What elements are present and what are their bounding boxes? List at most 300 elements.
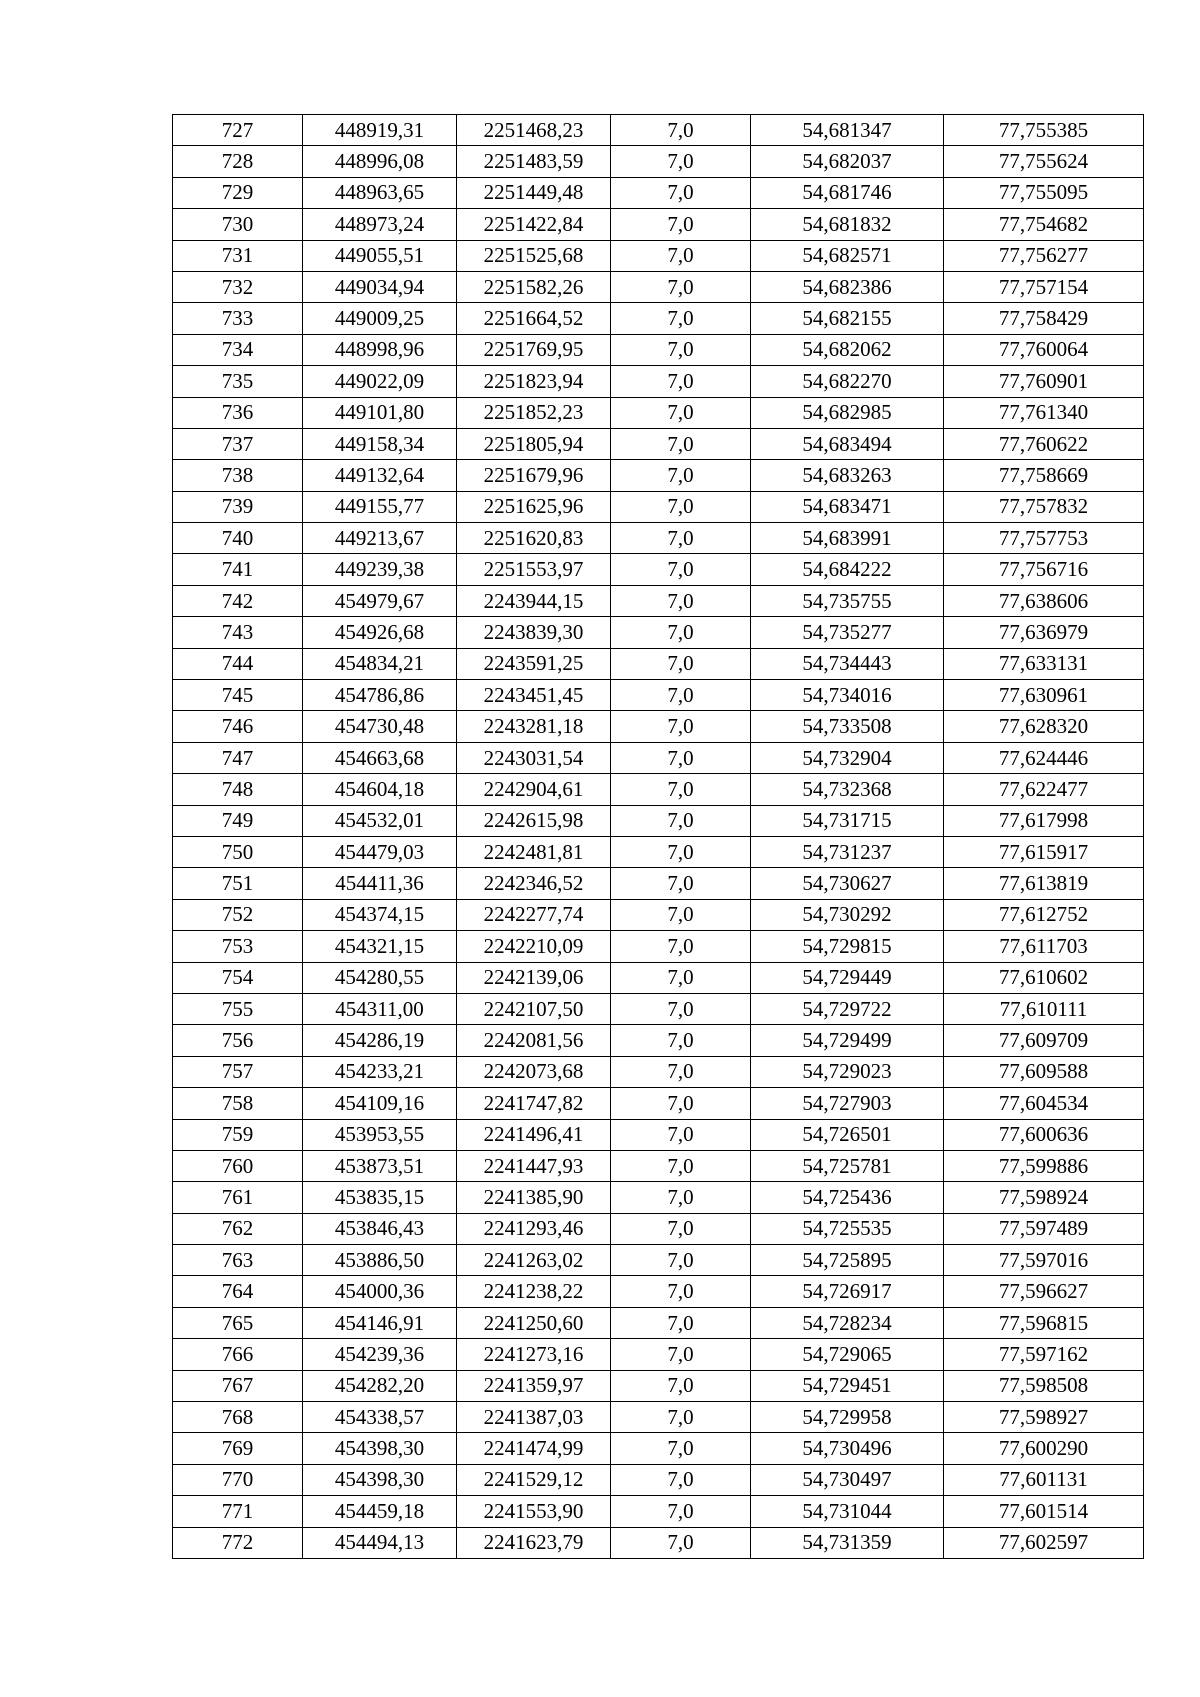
point-number-cell: 729 [173, 177, 303, 208]
point-number-cell: 757 [173, 1056, 303, 1087]
longitude-cell: 77,617998 [944, 805, 1144, 836]
table-row [173, 491, 1144, 522]
latitude-cell: 54,730627 [751, 868, 944, 899]
longitude-cell: 77,598508 [944, 1370, 1144, 1401]
point-number-cell: 734 [173, 334, 303, 365]
point-number-cell: 764 [173, 1276, 303, 1307]
y-coordinate-cell: 2241553,90 [457, 1496, 611, 1527]
x-coordinate-cell: 453846,43 [303, 1213, 457, 1244]
point-number-cell: 744 [173, 648, 303, 679]
point-number-cell: 759 [173, 1119, 303, 1150]
x-coordinate-cell: 454663,68 [303, 742, 457, 773]
latitude-cell: 54,683471 [751, 491, 944, 522]
longitude-cell: 77,758429 [944, 303, 1144, 334]
latitude-cell: 54,682062 [751, 334, 944, 365]
longitude-cell: 77,636979 [944, 617, 1144, 648]
value-cell: 7,0 [611, 1402, 751, 1433]
latitude-cell: 54,725895 [751, 1245, 944, 1276]
latitude-cell: 54,683991 [751, 523, 944, 554]
point-number-cell: 736 [173, 397, 303, 428]
x-coordinate-cell: 454479,03 [303, 836, 457, 867]
point-number-cell: 770 [173, 1464, 303, 1495]
longitude-cell: 77,756716 [944, 554, 1144, 585]
latitude-cell: 54,731715 [751, 805, 944, 836]
y-coordinate-cell: 2243944,15 [457, 585, 611, 616]
x-coordinate-cell: 454321,15 [303, 931, 457, 962]
longitude-cell: 77,601131 [944, 1464, 1144, 1495]
latitude-cell: 54,728234 [751, 1307, 944, 1338]
y-coordinate-cell: 2251449,48 [457, 177, 611, 208]
longitude-cell: 77,622477 [944, 774, 1144, 805]
x-coordinate-cell: 454459,18 [303, 1496, 457, 1527]
longitude-cell: 77,755385 [944, 115, 1144, 146]
y-coordinate-cell: 2241474,99 [457, 1433, 611, 1464]
x-coordinate-cell: 449009,25 [303, 303, 457, 334]
x-coordinate-cell: 449158,34 [303, 428, 457, 459]
longitude-cell: 77,613819 [944, 868, 1144, 899]
longitude-cell: 77,601514 [944, 1496, 1144, 1527]
longitude-cell: 77,757832 [944, 491, 1144, 522]
y-coordinate-cell: 2251852,23 [457, 397, 611, 428]
value-cell: 7,0 [611, 899, 751, 930]
point-number-cell: 738 [173, 460, 303, 491]
value-cell: 7,0 [611, 460, 751, 491]
y-coordinate-cell: 2243281,18 [457, 711, 611, 742]
y-coordinate-cell: 2251664,52 [457, 303, 611, 334]
latitude-cell: 54,682985 [751, 397, 944, 428]
point-number-cell: 755 [173, 993, 303, 1024]
value-cell: 7,0 [611, 1088, 751, 1119]
y-coordinate-cell: 2251553,97 [457, 554, 611, 585]
latitude-cell: 54,729065 [751, 1339, 944, 1370]
x-coordinate-cell: 454338,57 [303, 1402, 457, 1433]
x-coordinate-cell: 454239,36 [303, 1339, 457, 1370]
latitude-cell: 54,683494 [751, 428, 944, 459]
value-cell: 7,0 [611, 931, 751, 962]
value-cell: 7,0 [611, 742, 751, 773]
y-coordinate-cell: 2242139,06 [457, 962, 611, 993]
latitude-cell: 54,731044 [751, 1496, 944, 1527]
value-cell: 7,0 [611, 1464, 751, 1495]
x-coordinate-cell: 449101,80 [303, 397, 457, 428]
x-coordinate-cell: 454000,36 [303, 1276, 457, 1307]
longitude-cell: 77,597016 [944, 1245, 1144, 1276]
latitude-cell: 54,734016 [751, 680, 944, 711]
table-row [173, 899, 1144, 930]
y-coordinate-cell: 2241263,02 [457, 1245, 611, 1276]
point-number-cell: 733 [173, 303, 303, 334]
value-cell: 7,0 [611, 334, 751, 365]
table-row [173, 146, 1144, 177]
table-row [173, 1433, 1144, 1464]
y-coordinate-cell: 2251422,84 [457, 209, 611, 240]
value-cell: 7,0 [611, 1056, 751, 1087]
point-number-cell: 743 [173, 617, 303, 648]
point-number-cell: 753 [173, 931, 303, 962]
latitude-cell: 54,727903 [751, 1088, 944, 1119]
x-coordinate-cell: 454146,91 [303, 1307, 457, 1338]
table-row [173, 428, 1144, 459]
y-coordinate-cell: 2251468,23 [457, 115, 611, 146]
longitude-cell: 77,615917 [944, 836, 1144, 867]
longitude-cell: 77,633131 [944, 648, 1144, 679]
y-coordinate-cell: 2243591,25 [457, 648, 611, 679]
table-row [173, 271, 1144, 302]
table-row [173, 1276, 1144, 1307]
value-cell: 7,0 [611, 177, 751, 208]
y-coordinate-cell: 2241238,22 [457, 1276, 611, 1307]
x-coordinate-cell: 448973,24 [303, 209, 457, 240]
point-number-cell: 766 [173, 1339, 303, 1370]
x-coordinate-cell: 449239,38 [303, 554, 457, 585]
longitude-cell: 77,760064 [944, 334, 1144, 365]
table-row [173, 523, 1144, 554]
longitude-cell: 77,610602 [944, 962, 1144, 993]
table-row [173, 1056, 1144, 1087]
y-coordinate-cell: 2242081,56 [457, 1025, 611, 1056]
latitude-cell: 54,684222 [751, 554, 944, 585]
latitude-cell: 54,681832 [751, 209, 944, 240]
point-number-cell: 732 [173, 271, 303, 302]
value-cell: 7,0 [611, 209, 751, 240]
point-number-cell: 767 [173, 1370, 303, 1401]
value-cell: 7,0 [611, 271, 751, 302]
value-cell: 7,0 [611, 680, 751, 711]
value-cell: 7,0 [611, 711, 751, 742]
latitude-cell: 54,726501 [751, 1119, 944, 1150]
latitude-cell: 54,726917 [751, 1276, 944, 1307]
x-coordinate-cell: 453873,51 [303, 1150, 457, 1181]
point-number-cell: 771 [173, 1496, 303, 1527]
point-number-cell: 737 [173, 428, 303, 459]
value-cell: 7,0 [611, 1213, 751, 1244]
value-cell: 7,0 [611, 585, 751, 616]
latitude-cell: 54,683263 [751, 460, 944, 491]
longitude-cell: 77,600636 [944, 1119, 1144, 1150]
latitude-cell: 54,729449 [751, 962, 944, 993]
y-coordinate-cell: 2241273,16 [457, 1339, 611, 1370]
x-coordinate-cell: 454233,21 [303, 1056, 457, 1087]
latitude-cell: 54,682037 [751, 146, 944, 177]
value-cell: 7,0 [611, 428, 751, 459]
longitude-cell: 77,611703 [944, 931, 1144, 962]
value-cell: 7,0 [611, 1339, 751, 1370]
table-row [173, 1119, 1144, 1150]
value-cell: 7,0 [611, 1025, 751, 1056]
table-row [173, 1245, 1144, 1276]
value-cell: 7,0 [611, 1307, 751, 1338]
point-number-cell: 739 [173, 491, 303, 522]
y-coordinate-cell: 2241293,46 [457, 1213, 611, 1244]
longitude-cell: 77,624446 [944, 742, 1144, 773]
longitude-cell: 77,757753 [944, 523, 1144, 554]
value-cell: 7,0 [611, 1276, 751, 1307]
latitude-cell: 54,733508 [751, 711, 944, 742]
point-number-cell: 730 [173, 209, 303, 240]
y-coordinate-cell: 2242481,81 [457, 836, 611, 867]
latitude-cell: 54,729722 [751, 993, 944, 1024]
latitude-cell: 54,732904 [751, 742, 944, 773]
point-number-cell: 754 [173, 962, 303, 993]
table-row [173, 993, 1144, 1024]
longitude-cell: 77,612752 [944, 899, 1144, 930]
value-cell: 7,0 [611, 1119, 751, 1150]
longitude-cell: 77,755095 [944, 177, 1144, 208]
longitude-cell: 77,757154 [944, 271, 1144, 302]
point-number-cell: 768 [173, 1402, 303, 1433]
value-cell: 7,0 [611, 774, 751, 805]
y-coordinate-cell: 2251582,26 [457, 271, 611, 302]
table-row [173, 460, 1144, 491]
latitude-cell: 54,734443 [751, 648, 944, 679]
longitude-cell: 77,760901 [944, 366, 1144, 397]
value-cell: 7,0 [611, 1370, 751, 1401]
y-coordinate-cell: 2241385,90 [457, 1182, 611, 1213]
longitude-cell: 77,609709 [944, 1025, 1144, 1056]
point-number-cell: 740 [173, 523, 303, 554]
longitude-cell: 77,610111 [944, 993, 1144, 1024]
y-coordinate-cell: 2241387,03 [457, 1402, 611, 1433]
x-coordinate-cell: 449155,77 [303, 491, 457, 522]
y-coordinate-cell: 2241359,97 [457, 1370, 611, 1401]
x-coordinate-cell: 453953,55 [303, 1119, 457, 1150]
y-coordinate-cell: 2243839,30 [457, 617, 611, 648]
y-coordinate-cell: 2241496,41 [457, 1119, 611, 1150]
table-row [173, 1527, 1144, 1558]
table-row [173, 334, 1144, 365]
y-coordinate-cell: 2243451,45 [457, 680, 611, 711]
x-coordinate-cell: 454834,21 [303, 648, 457, 679]
longitude-cell: 77,597489 [944, 1213, 1144, 1244]
value-cell: 7,0 [611, 648, 751, 679]
longitude-cell: 77,597162 [944, 1339, 1144, 1370]
table-row [173, 742, 1144, 773]
value-cell: 7,0 [611, 303, 751, 334]
x-coordinate-cell: 454398,30 [303, 1464, 457, 1495]
value-cell: 7,0 [611, 805, 751, 836]
latitude-cell: 54,735277 [751, 617, 944, 648]
x-coordinate-cell: 454979,67 [303, 585, 457, 616]
table-row [173, 1307, 1144, 1338]
y-coordinate-cell: 2242615,98 [457, 805, 611, 836]
latitude-cell: 54,730496 [751, 1433, 944, 1464]
table-row [173, 209, 1144, 240]
table-row [173, 177, 1144, 208]
latitude-cell: 54,729815 [751, 931, 944, 962]
point-number-cell: 735 [173, 366, 303, 397]
x-coordinate-cell: 448919,31 [303, 115, 457, 146]
x-coordinate-cell: 454411,36 [303, 868, 457, 899]
table-row [173, 1182, 1144, 1213]
x-coordinate-cell: 454311,00 [303, 993, 457, 1024]
latitude-cell: 54,729451 [751, 1370, 944, 1401]
value-cell: 7,0 [611, 115, 751, 146]
longitude-cell: 77,755624 [944, 146, 1144, 177]
value-cell: 7,0 [611, 617, 751, 648]
longitude-cell: 77,756277 [944, 240, 1144, 271]
x-coordinate-cell: 449132,64 [303, 460, 457, 491]
longitude-cell: 77,596815 [944, 1307, 1144, 1338]
value-cell: 7,0 [611, 836, 751, 867]
x-coordinate-cell: 454374,15 [303, 899, 457, 930]
point-number-cell: 761 [173, 1182, 303, 1213]
latitude-cell: 54,682155 [751, 303, 944, 334]
table-row [173, 115, 1144, 146]
value-cell: 7,0 [611, 554, 751, 585]
value-cell: 7,0 [611, 1496, 751, 1527]
value-cell: 7,0 [611, 1245, 751, 1276]
y-coordinate-cell: 2242107,50 [457, 993, 611, 1024]
y-coordinate-cell: 2241447,93 [457, 1150, 611, 1181]
latitude-cell: 54,731237 [751, 836, 944, 867]
table-row [173, 554, 1144, 585]
y-coordinate-cell: 2242210,09 [457, 931, 611, 962]
point-number-cell: 750 [173, 836, 303, 867]
longitude-cell: 77,628320 [944, 711, 1144, 742]
y-coordinate-cell: 2241529,12 [457, 1464, 611, 1495]
value-cell: 7,0 [611, 868, 751, 899]
table-row [173, 1088, 1144, 1119]
value-cell: 7,0 [611, 146, 751, 177]
table-row [173, 1339, 1144, 1370]
longitude-cell: 77,760622 [944, 428, 1144, 459]
y-coordinate-cell: 2251805,94 [457, 428, 611, 459]
value-cell: 7,0 [611, 993, 751, 1024]
table-row [173, 397, 1144, 428]
y-coordinate-cell: 2242073,68 [457, 1056, 611, 1087]
latitude-cell: 54,732368 [751, 774, 944, 805]
point-number-cell: 765 [173, 1307, 303, 1338]
y-coordinate-cell: 2242346,52 [457, 868, 611, 899]
latitude-cell: 54,681347 [751, 115, 944, 146]
x-coordinate-cell: 453835,15 [303, 1182, 457, 1213]
latitude-cell: 54,682270 [751, 366, 944, 397]
table-row [173, 617, 1144, 648]
point-number-cell: 742 [173, 585, 303, 616]
longitude-cell: 77,598927 [944, 1402, 1144, 1433]
x-coordinate-cell: 454532,01 [303, 805, 457, 836]
y-coordinate-cell: 2251823,94 [457, 366, 611, 397]
table-row [173, 1213, 1144, 1244]
point-number-cell: 727 [173, 115, 303, 146]
x-coordinate-cell: 449034,94 [303, 271, 457, 302]
y-coordinate-cell: 2251483,59 [457, 146, 611, 177]
table-row [173, 585, 1144, 616]
y-coordinate-cell: 2251769,95 [457, 334, 611, 365]
x-coordinate-cell: 454926,68 [303, 617, 457, 648]
point-number-cell: 756 [173, 1025, 303, 1056]
x-coordinate-cell: 454494,13 [303, 1527, 457, 1558]
x-coordinate-cell: 449213,67 [303, 523, 457, 554]
x-coordinate-cell: 454786,86 [303, 680, 457, 711]
x-coordinate-cell: 453886,50 [303, 1245, 457, 1276]
value-cell: 7,0 [611, 1182, 751, 1213]
point-number-cell: 751 [173, 868, 303, 899]
x-coordinate-cell: 448996,08 [303, 146, 457, 177]
table-row [173, 648, 1144, 679]
table-row [173, 366, 1144, 397]
table-row [173, 836, 1144, 867]
point-number-cell: 760 [173, 1150, 303, 1181]
point-number-cell: 728 [173, 146, 303, 177]
point-number-cell: 758 [173, 1088, 303, 1119]
x-coordinate-cell: 448963,65 [303, 177, 457, 208]
table-row [173, 1496, 1144, 1527]
longitude-cell: 77,604534 [944, 1088, 1144, 1119]
latitude-cell: 54,682386 [751, 271, 944, 302]
point-number-cell: 746 [173, 711, 303, 742]
x-coordinate-cell: 454398,30 [303, 1433, 457, 1464]
latitude-cell: 54,729958 [751, 1402, 944, 1433]
latitude-cell: 54,681746 [751, 177, 944, 208]
table-row [173, 1464, 1144, 1495]
point-number-cell: 763 [173, 1245, 303, 1276]
table-row [173, 868, 1144, 899]
longitude-cell: 77,599886 [944, 1150, 1144, 1181]
point-number-cell: 762 [173, 1213, 303, 1244]
x-coordinate-cell: 448998,96 [303, 334, 457, 365]
longitude-cell: 77,754682 [944, 209, 1144, 240]
x-coordinate-cell: 449055,51 [303, 240, 457, 271]
longitude-cell: 77,602597 [944, 1527, 1144, 1558]
value-cell: 7,0 [611, 1527, 751, 1558]
table-row [173, 1402, 1144, 1433]
longitude-cell: 77,758669 [944, 460, 1144, 491]
latitude-cell: 54,730292 [751, 899, 944, 930]
longitude-cell: 77,761340 [944, 397, 1144, 428]
point-number-cell: 731 [173, 240, 303, 271]
value-cell: 7,0 [611, 397, 751, 428]
coordinates-table-body [173, 115, 1144, 1559]
value-cell: 7,0 [611, 240, 751, 271]
table-row [173, 805, 1144, 836]
x-coordinate-cell: 454280,55 [303, 962, 457, 993]
latitude-cell: 54,725535 [751, 1213, 944, 1244]
value-cell: 7,0 [611, 1150, 751, 1181]
value-cell: 7,0 [611, 962, 751, 993]
value-cell: 7,0 [611, 1433, 751, 1464]
table-row [173, 711, 1144, 742]
table-row [173, 1025, 1144, 1056]
y-coordinate-cell: 2251625,96 [457, 491, 611, 522]
y-coordinate-cell: 2241747,82 [457, 1088, 611, 1119]
latitude-cell: 54,729499 [751, 1025, 944, 1056]
x-coordinate-cell: 454286,19 [303, 1025, 457, 1056]
table-row [173, 240, 1144, 271]
point-number-cell: 752 [173, 899, 303, 930]
x-coordinate-cell: 454109,16 [303, 1088, 457, 1119]
value-cell: 7,0 [611, 523, 751, 554]
point-number-cell: 772 [173, 1527, 303, 1558]
y-coordinate-cell: 2243031,54 [457, 742, 611, 773]
latitude-cell: 54,730497 [751, 1464, 944, 1495]
latitude-cell: 54,735755 [751, 585, 944, 616]
longitude-cell: 77,600290 [944, 1433, 1144, 1464]
y-coordinate-cell: 2242904,61 [457, 774, 611, 805]
value-cell: 7,0 [611, 491, 751, 522]
value-cell: 7,0 [611, 366, 751, 397]
longitude-cell: 77,598924 [944, 1182, 1144, 1213]
table-row [173, 931, 1144, 962]
point-number-cell: 745 [173, 680, 303, 711]
longitude-cell: 77,609588 [944, 1056, 1144, 1087]
x-coordinate-cell: 449022,09 [303, 366, 457, 397]
y-coordinate-cell: 2241250,60 [457, 1307, 611, 1338]
point-number-cell: 741 [173, 554, 303, 585]
x-coordinate-cell: 454282,20 [303, 1370, 457, 1401]
x-coordinate-cell: 454730,48 [303, 711, 457, 742]
longitude-cell: 77,638606 [944, 585, 1144, 616]
